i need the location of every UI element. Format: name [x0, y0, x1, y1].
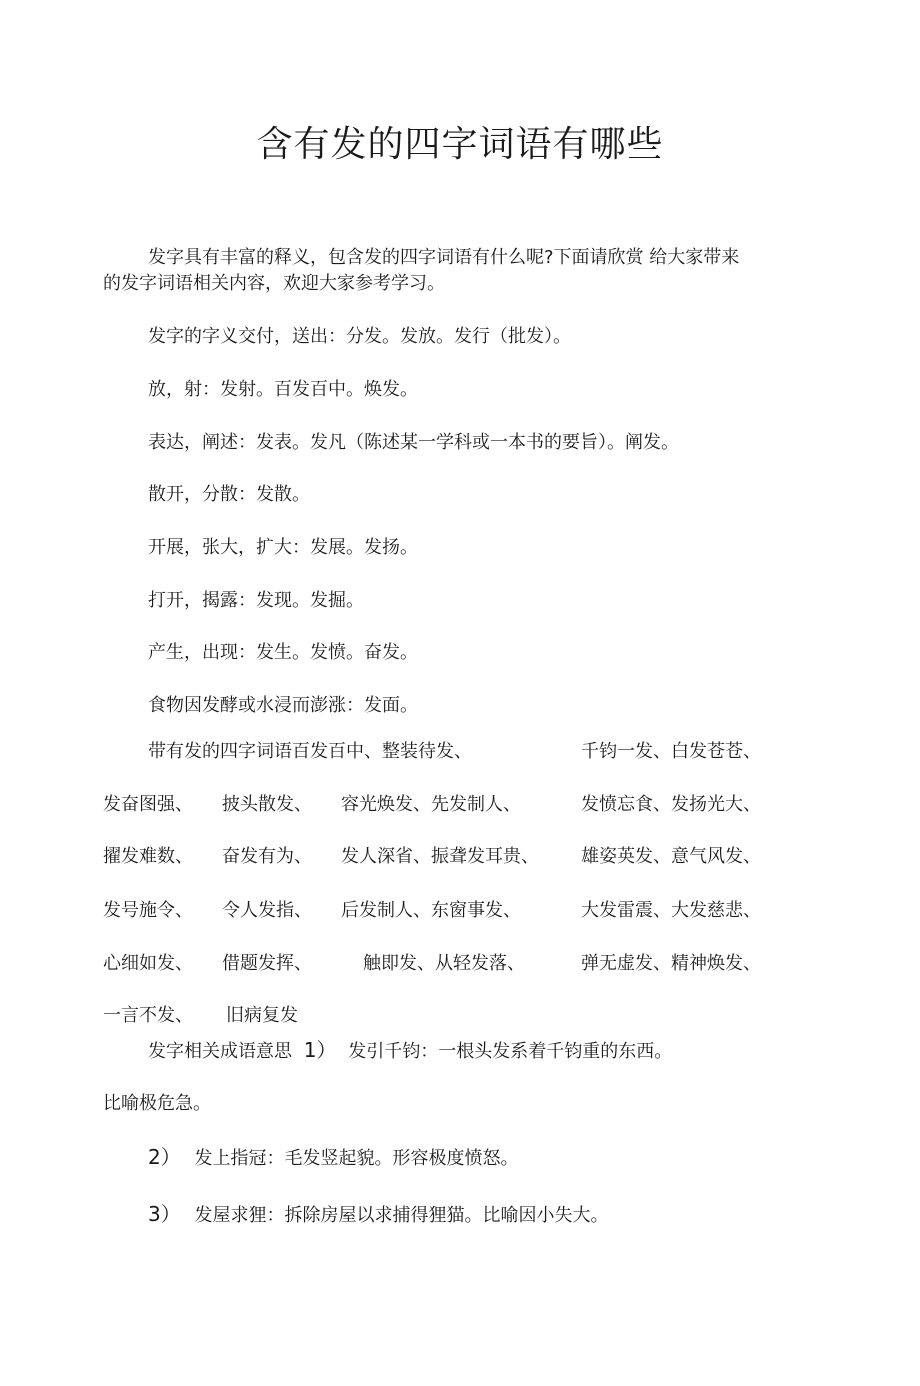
idiom-cell: 后发制人、东窗事发、 [341, 900, 521, 921]
idiom-meaning-item [148, 1145, 518, 1171]
idiom-cell: 擢发难数、 [103, 846, 193, 867]
item-number: 2） [148, 1145, 181, 1169]
idiom-cell: 雄姿英发、意气风发、 [581, 846, 761, 867]
meaning-line: 发字的字义交付，送出：分发。发放。发行（批发）。 [148, 326, 571, 347]
idiom-meaning-item [148, 1038, 672, 1064]
item-text: 发引千钧：一根头发系着千钧重的东西。 [348, 1041, 673, 1062]
item-text: 发上指冠：毛发竖起貌。形容极度愤怒。 [194, 1148, 519, 1169]
idiom-cell: 发人深省、振聋发耳贵、 [341, 846, 539, 867]
idiom-cell: 容光焕发、先发制人、 [341, 794, 521, 815]
idiom-cell: 触即发、从轻发落、 [363, 953, 525, 974]
idiom-cell: 披头散发、 [222, 794, 312, 815]
idiom-cell: 弹无虚发、精神焕发、 [581, 953, 761, 974]
idiom-meaning-item [148, 1202, 608, 1228]
meaning-line: 表达，阐述：发表。发凡（陈述某一学科或一本书的要旨）。阐发。 [148, 432, 679, 453]
meaning-line: 打开，揭露：发现。发掘。 [148, 590, 364, 611]
idiom-cell: 心细如发、 [103, 953, 193, 974]
meaning-line: 开展，张大，扩大：发展。发扬。 [148, 537, 418, 558]
idioms-intro: 带有发的四字词语百发百中、整装待发、 [148, 741, 472, 762]
meaning-line: 产生，出现：发生。发愤。奋发。 [148, 642, 418, 663]
idiom-cell: 奋发有为、 [222, 846, 312, 867]
idiom-cell: 发号施令、 [103, 900, 193, 921]
idiom-cell: 借题发挥、 [222, 953, 312, 974]
idiom-cell: 发奋图强、 [103, 794, 193, 815]
meaning-line: 散开，分散：发散。 [148, 484, 310, 505]
idiom-cell: 发愤忘食、发扬光大、 [581, 794, 761, 815]
item-text: 发屋求狸：拆除房屋以求捕得狸猫。比喻因小失大。 [194, 1205, 609, 1226]
page-title: 含有发的四字词语有哪些 [256, 124, 664, 165]
idiom-cell: 大发雷震、大发慈悲、 [581, 900, 761, 921]
item-text-continuation: 比喻极危急。 [103, 1093, 211, 1114]
idiom-cell: 一言不发、 [103, 1005, 193, 1026]
idiom-cell: 令人发指、 [222, 900, 312, 921]
idiom-meaning-heading: 发字相关成语意思 [148, 1041, 292, 1062]
idiom-cell: 旧病复发 [226, 1005, 298, 1026]
meaning-line: 食物因发酵或水浸而澎涨：发面。 [148, 695, 418, 716]
intro-line-2: 的发字词语相关内容，欢迎大家参考学习。 [103, 273, 445, 294]
idioms-intro-tail: 千钧一发、白发苍苍、 [581, 741, 761, 762]
item-number: 3） [148, 1202, 181, 1226]
item-number: 1） [303, 1038, 337, 1062]
meaning-line: 放，射：发射。百发百中。焕发。 [148, 379, 418, 400]
intro-line-1: 发字具有丰富的释义，包含发的四字词语有什么呢?下面请欣赏 给大家带来 [148, 247, 740, 268]
